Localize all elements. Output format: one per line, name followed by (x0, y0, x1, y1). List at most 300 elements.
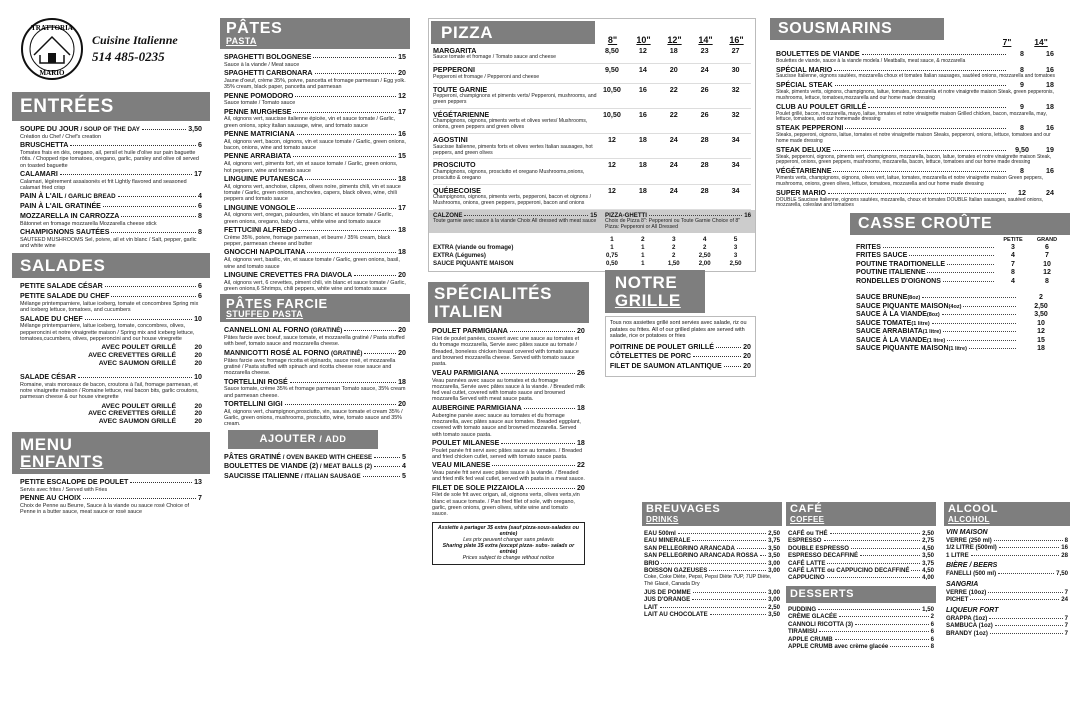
alcool-subtitle: ALCOHOL (948, 514, 990, 524)
item-description: Servis avec frites / Served with Fries (20, 486, 108, 493)
extras-row (433, 252, 751, 260)
list-item (610, 353, 751, 361)
item-name: PENNE MURGHESE (224, 107, 292, 116)
item-name: PETITE SALADE CÉSAR (20, 282, 103, 291)
extra-name: EXTRA (viande ou fromage) (433, 243, 514, 251)
pizza-price: 12 (607, 185, 616, 195)
list-item (644, 567, 780, 574)
list-item (20, 316, 202, 343)
pizza-price: 10,50 (602, 84, 621, 94)
item-name: APPLE CRUMB avec crème glacée (788, 643, 889, 650)
item-price-large: 6 (1045, 243, 1049, 251)
item-description: Tomates frais en dés, oregano, ail, persil et huile d'olive sur pain baguette rôtis. / Chopped ripe tomatoes, oregano, garlic, parsley and olive oil served on toasted baguette (20, 149, 199, 169)
extras-row (433, 260, 751, 268)
pizza-price: 34 (731, 185, 740, 195)
pizza-row (433, 84, 751, 109)
pizza-name: PROSCIUTO (433, 160, 476, 170)
list-item (856, 261, 1064, 270)
list-item (644, 530, 780, 537)
list-item (788, 636, 934, 643)
item-price: 24 (1061, 596, 1068, 604)
list-item (776, 67, 1064, 81)
addon-row (20, 352, 202, 360)
item-price-small: 8 (1020, 65, 1024, 74)
pizza-price: 28 (700, 160, 709, 170)
item-name: PICHET (946, 596, 969, 604)
addon-label: AVEC CREVETTES GRILLÉ (88, 410, 176, 418)
item-name: PAIN À L'AIL (20, 192, 63, 201)
item-price: 13 (194, 477, 202, 486)
item-name: PENNE ARRABIATA (224, 152, 292, 161)
list-item (788, 613, 934, 620)
list-item (20, 293, 202, 313)
casse-header (850, 213, 1070, 235)
list-item (856, 278, 1064, 287)
item-description: Sauce à la viande / Meat sauce (224, 61, 300, 68)
item-price-small: 4 (1011, 277, 1015, 285)
item-price: 5 (402, 452, 406, 461)
pizza-price: 16 (638, 84, 647, 94)
pizza-row (433, 109, 751, 134)
item-description: Choix de Penne au Beurre, Sauce à la viande ou sauce rosé Choice of Penne in a butter sauce, meat sauce or rosé sauce (20, 502, 190, 516)
item-name: CAFÉ ou THÉ (788, 529, 828, 537)
item-name: STEAK DELUXE (776, 145, 831, 154)
pates-list (220, 54, 410, 292)
enfants-list (12, 479, 210, 516)
list-item (788, 628, 934, 635)
list-item (432, 485, 585, 518)
item-price: 16 (1061, 544, 1068, 552)
extra-price: 2,50 (729, 259, 742, 267)
pizza-price: 18 (638, 160, 647, 170)
list-item (946, 537, 1068, 544)
list-item (224, 473, 406, 481)
list-item (20, 142, 202, 169)
item-price: 3,50 (768, 544, 780, 552)
sousmarins-header (770, 18, 944, 40)
enfants-title-2: ENFANTS (20, 451, 104, 471)
grille-list (610, 344, 751, 371)
item-name: POULET MILANESE (432, 438, 500, 447)
item-description: Sauce tomate / Tomato sauce (224, 100, 296, 107)
item-description: DOUBLE Saucisse Italienne, oignons sautées, mozzarella, choux et tomates DOUBLE Italian sausages, sautéed onions, mozzarella, coleslaw and tomatoes (776, 196, 1044, 209)
item-price: 4,00 (922, 574, 934, 582)
item-name: SAUCE TOMATE (856, 319, 912, 327)
item-name: POULET PARMIGIANA (432, 327, 508, 336)
pizza-price: 24 (669, 135, 678, 145)
list-item (20, 213, 202, 227)
pizza-ghetti-item: PIZZA-GHETTI 16 Choix de Pizza 8": Pepperoni ou Toute Garnie Choice of 8" Pizza: Pepperoni or All Dressed (605, 212, 751, 231)
item-description: Ail, oignons vert, bacon, oignons, vin et sauce tomate / Garlic, green onions, bacon, onions, wine and tomato sauce (224, 138, 406, 152)
item-name: EAU 500ml (644, 529, 676, 537)
item-price: 20 (576, 483, 585, 492)
item-price: 6 (198, 141, 202, 150)
pizza-price: 16 (638, 109, 647, 119)
item-description: Ail, oignons vert, saucisse italienne épicée, vin et sauce tomate / Garlic, green onions, spicy italian sausage, wine, and tomato sauce (224, 116, 396, 129)
item-price: 4,50 (922, 567, 934, 575)
pizza-size-headers (597, 35, 752, 45)
item-description: Crème 35%, poivre, fromage parmesan, et beurre / 35% cream, black pepper, parmesan cheese and butter (224, 234, 391, 248)
item-name: FRITES SAUCE (856, 252, 908, 260)
entrees-list (12, 126, 210, 249)
addon-price: 20 (194, 410, 202, 418)
list-item (610, 344, 751, 352)
item-name: SAUCE À LA VIANDE (856, 336, 927, 344)
list-item (432, 328, 585, 367)
item-name: CAFÉ LATTE (788, 559, 826, 567)
enfants-title-1: MENU (20, 434, 73, 454)
pizza-description: Champignons, oignons, piments verts, pepperoni, bacon et oignons / Mushrooms, onions, green peppers, pepperoni, bacon and onions (433, 194, 592, 207)
list-item (644, 589, 780, 596)
pizza-name: TOUTE GARNIE (433, 84, 488, 94)
alcool-list (944, 529, 1070, 637)
item-name: POITRINE DE POULET GRILLÉ (609, 342, 714, 351)
item-name: SPÉCIAL MARIO (776, 65, 833, 74)
size-header: 12" (667, 34, 682, 45)
cafe-subtitle: COFFEE (790, 514, 825, 524)
alcohol-group-title: SANGRIA (946, 580, 979, 588)
enfants-header (12, 432, 210, 474)
item-size: (1 litre) (922, 329, 942, 336)
item-description: Ail, oignons vert, oregan, palourdes, vin blanc et sauce tomate / Garlic, green onions, oregano, baby clams, white wine and tomato sauce (224, 212, 393, 225)
list-item (224, 109, 406, 129)
item-name: BOISSON GAZEUSES (644, 567, 708, 575)
item-name: FILET DE SAUMON ATLANTIQUE (609, 362, 722, 371)
list-item (946, 544, 1068, 551)
item-price: 18 (398, 248, 406, 257)
pates-title: PÂTES (226, 20, 283, 37)
sousmarins-list (770, 51, 1070, 209)
list-item (224, 54, 406, 68)
extra-price: 1,50 (667, 259, 680, 267)
pizza-price: 18 (638, 135, 647, 145)
item-name: CHAMPIGNONS SAUTÉES (20, 228, 110, 236)
list-item (776, 125, 1064, 144)
list-item (224, 70, 406, 90)
extra-name: SAUCE PIQUANTE MAISON (433, 259, 514, 267)
item-name: LINGUINE VONGOLE (224, 203, 296, 212)
item-price: 2,50 (1034, 302, 1048, 310)
size-header: 8" (607, 34, 618, 45)
specialites-section (428, 282, 589, 565)
item-price: 6 (930, 635, 934, 643)
item-price: 4 (402, 462, 406, 471)
pizza-price: 22 (669, 109, 678, 119)
item-name: FILET DE SOLE PIZZAIOLA (432, 483, 525, 492)
item-price: 3,50 (768, 611, 780, 619)
extra-price: 2 (672, 243, 676, 251)
pizza-grid (429, 45, 755, 210)
item-tag: (GRATINÉ) (329, 349, 363, 357)
pizza-name: QUÉBECOISE (433, 185, 481, 195)
item-description: Filet de poulet panées, couvert avec une sauce au tomates et du fromage mozzarella, Servie avec pâtes sauce au tomate / Breaded, boneless chicken breast covered with tomato sauce and browned mozzarella cheese. Served with tomato sauce pasta. (432, 336, 580, 368)
item-name: SPÉCIAL STEAK (776, 81, 833, 90)
item-price: 3,50 (768, 552, 780, 560)
item-price-large: 7 (1045, 252, 1049, 260)
addon-row (20, 410, 202, 418)
item-description: Pâtes farcie avec fromage ricotta et épinards, sauce rosé, et mozzarella gratiné / Pasta stuffed with spinach and ricotta cheese rose sauce and mozzarella cheese. (224, 357, 396, 377)
item-name: TORTELLINI GIGI (224, 399, 283, 408)
column-2 (220, 18, 410, 702)
size-header: 7" (1002, 37, 1012, 47)
list-item (856, 294, 1064, 303)
item-size: (8oz) (926, 312, 940, 319)
item-price: 17 (398, 107, 406, 116)
specialites-list (428, 328, 589, 517)
list-item (224, 131, 406, 151)
farcie-header (220, 294, 410, 322)
trattoria-logo (20, 17, 84, 81)
item-price: 18 (398, 377, 406, 386)
farcie-subtitle: STUFFED PASTA (226, 309, 304, 320)
extra-price: 2,00 (698, 259, 711, 267)
pizza-price: 28 (700, 185, 709, 195)
list-item (856, 252, 1064, 261)
cafe-section (786, 502, 936, 650)
pizza-description: Saucisse Italienne, piments forts et olives vertes Italian sausages, hot peppers, and green olives (433, 143, 593, 156)
item-price: 3,50 (922, 552, 934, 560)
item-name: CAPPUCINO (788, 574, 825, 582)
pizza-price: 24 (669, 160, 678, 170)
item-name: PETITE SALADE DU CHEF (20, 292, 110, 301)
addon-label: AVEC POULET GRILLÉ (101, 344, 176, 352)
item-name: AUBERGINE PARMIGIANA (432, 403, 522, 412)
alcohol-group-title: LIQUEUR FORT (946, 606, 999, 614)
item-price: 4 (198, 192, 202, 201)
item-price: 20 (743, 352, 751, 361)
grille-header (605, 270, 705, 314)
pizza-price: 18 (638, 185, 647, 195)
item-price: 17 (194, 169, 202, 178)
pizza-price: 24 (700, 65, 709, 75)
item-price: 18 (398, 226, 406, 235)
item-name: 1 LITRE (946, 551, 969, 559)
item-name: POUTINE TRADITIONELLE (856, 260, 946, 268)
pizza-price: 14 (638, 65, 647, 75)
list-item (776, 147, 1064, 166)
item-price: 7 (1064, 622, 1068, 630)
item-price: 3,00 (768, 559, 780, 567)
pizza-description: Champignons, oignons, piments verts et olives vertes/ Mushrooms, onions, green peppers and green olives (433, 118, 588, 131)
extra-name: EXTRA (Légumes) (433, 251, 486, 259)
item-name: SAN PELLEGRINO ARANCADA ROSSA (644, 552, 758, 560)
item-description: Calamari, légèrement assaisonés et frit Lightly flavored and seasoned calamari fried crisp (20, 178, 187, 191)
extra-price: 2 (702, 243, 707, 251)
item-name: SALADE CÉSAR (20, 372, 76, 381)
sauces-list (850, 294, 1070, 354)
logo-top-text: TRATTORIA (31, 24, 73, 32)
list-item (788, 621, 934, 628)
list-item (20, 479, 202, 493)
item-name: CRÈME GLACÉE (788, 613, 838, 621)
extra-price: 2,50 (698, 251, 711, 259)
item-price: 20 (398, 326, 406, 335)
item-name: SUPER MARIO (776, 188, 827, 197)
item-price-small: 12 (1018, 188, 1026, 197)
sharing-note: Assiette à partager 3$ extra (sauf pizza-sous-salades ou entrée) Les prix peuvent changer sans préavis Sharing plate 3$ extra (except pizza- subs- salads or entrée) Prices subject to change without notice (432, 522, 585, 565)
item-description: Veau pannées avec sauce au tomates et du fromage mozzarella, Servie avec pâtes sauce à la viande. / Breaded milk fed veal cutlet, covered with tomato sauce and browned mozzarella Served with meat sauce pasta. (432, 377, 585, 403)
pizza-row (433, 159, 751, 184)
item-description: Ail, oignons vert, basilic, vin, et sauce tomate / Garlic, green onions, basil, wine and tomato sauce (224, 257, 400, 270)
item-price: 18 (576, 438, 585, 447)
item-name: PUDDING (788, 605, 817, 613)
item-description: Steak, pepperoni, oignons, piments vert, champignons, mozzarella, bacon, laitue, tomates et notre vinaigrette maison Steak, pepperoni, onions, green peppers, mushrooms, mozzarella, bacon, lettuce, tomatoes and our home made dressing (776, 153, 1052, 166)
item-description: Steaks, pepperoni, oignons, laitue, tomates et notre vinaigrette maison Steaks, pepperoni, onions, lettuce, tomatoes and our home made dressing (776, 132, 1051, 144)
list-item (224, 249, 406, 269)
size-header: 16" (729, 34, 744, 45)
item-price: 8 (930, 643, 934, 650)
list-item (432, 405, 585, 438)
item-size: (1 litre) (948, 346, 967, 353)
list-item (20, 171, 202, 191)
item-name: BRUSCHETTA (20, 141, 69, 150)
casse-list (850, 244, 1070, 287)
item-price: 20 (398, 399, 406, 408)
item-name: VERRE (10oz) (946, 588, 987, 596)
item-tag: (GRATINÉ) (309, 327, 343, 335)
cafe-header (786, 502, 936, 526)
pizza-name: VÉGÉTARIENNE (433, 109, 490, 119)
item-description: Steak, piments verts, oignons, champignons, laitue, tomates, mozzarella et notre vinaigrette maison Steak, green pepperonis, mushrooms, lettuce, tomatoes,mozzarella and our home made dressing (776, 89, 1054, 101)
item-price: 2,50 (922, 529, 934, 537)
item-price: 3,75 (922, 559, 934, 567)
item-price-large: 8 (1045, 277, 1049, 285)
alcohol-group-title: VIN MAISON (946, 528, 988, 536)
column-1 (12, 12, 210, 702)
item-price: 12 (398, 91, 406, 100)
item-name: MOZZARELLA IN CARROZZA (20, 211, 120, 220)
item-name: APPLE CRUMB (788, 635, 833, 643)
item-size: (1 litre) (926, 337, 946, 344)
item-price-large: 18 (1046, 81, 1054, 90)
item-price-large: 16 (1046, 65, 1054, 74)
desserts-title: DESSERTS (790, 587, 855, 600)
item-price: 18 (576, 403, 585, 412)
item-name: CLUB AU POULET GRILLÉ (776, 102, 867, 111)
pizza-row (433, 45, 751, 64)
list-item (644, 560, 780, 567)
pizza-combos (429, 210, 755, 233)
list-item (224, 401, 406, 428)
addon-price: 20 (194, 352, 202, 360)
item-size: (1 litre) (911, 320, 930, 327)
item-name: VÉGÉTARIENNE (776, 167, 832, 176)
pizza-price: 10,50 (602, 109, 621, 119)
list-item (644, 545, 780, 552)
extra-price: 0,75 (606, 251, 618, 259)
pizza-price: 26 (700, 109, 709, 119)
size-header: 14" (698, 34, 713, 45)
grille-box (605, 316, 756, 377)
list-item (432, 440, 585, 460)
item-name: FRITES (856, 243, 881, 251)
pizza-description: Champignons, oignons, prosciutto et oregano Mushrooms,onions, prosciutto & oregano (433, 168, 585, 181)
pizza-price: 22 (669, 84, 678, 94)
item-price: 3,00 (768, 567, 780, 575)
item-name: POUTINE ITALIENNE (856, 269, 926, 277)
list-item (856, 244, 1064, 253)
item-price: 18 (398, 174, 406, 183)
item-name: VERRE (250 ml) (946, 537, 992, 545)
pizza-name: AGOSTINI (433, 135, 468, 145)
list-item (856, 303, 1064, 312)
item-name-en: / GARLIC BREAD (62, 193, 116, 201)
item-name: PÂTES GRATINÉ (224, 452, 282, 461)
list-item (946, 589, 1068, 596)
item-description: Ail, oignons vert, piments fort, vin et sauce tomate / Garlic, green onions, hot peppers, wine and tomato sauce (224, 161, 398, 174)
specialites-header (428, 282, 589, 324)
item-description: Poulet panée frit servi avec pâtes sauce au tomates. / Breaded and fried chicken cutlet, served with tomato sauce pasta. (432, 447, 583, 460)
item-name: GRAPPA (1oz) (946, 614, 988, 622)
extra-price: 1 (641, 251, 645, 259)
item-name: SOUPE DU JOUR (20, 125, 79, 133)
item-price-small: 8 (1011, 269, 1015, 277)
extra-price: 3 (733, 251, 738, 259)
item-price: 18 (1037, 345, 1045, 353)
item-price-small: 9,50 (1015, 145, 1029, 154)
item-description: Aubergine panée avec sauce au tomates et du fromage mozzarella, avec pâtes sauce aux tomates. Breaded eggplant, covered with tomato sauce and browned mozzarella. Served with tomato sauce pasta. (432, 412, 581, 438)
list-item (856, 269, 1064, 278)
item-price-small: 8 (1020, 167, 1024, 176)
item-name: ESPRESSO DECAFFINÉ (788, 552, 859, 560)
addon-price: 20 (194, 344, 202, 352)
item-name: EAU MINERALE (644, 537, 691, 545)
item-description: Romaine, vrais morceaux de bacon, croutons à l'ail, fromage parmesan, et notre vinaigrette maison / Romaine lettuce, real bacon bits, garlic croutons, parmesan cheese & our house vinegrette (20, 381, 199, 401)
item-name: PENNE MATRICIANA (224, 130, 295, 139)
item-description: Bâtonnet en fromage mozzarella Mozzarella cheese stick (20, 220, 157, 227)
item-name: CÔTELETTES DE PORC (609, 352, 692, 361)
item-price-large: 24 (1046, 188, 1054, 197)
list-item (224, 176, 406, 203)
ajouter-list (220, 454, 410, 481)
pizza-price: 12 (638, 46, 647, 55)
pizza-price: 26 (700, 84, 709, 94)
item-price: 7 (1064, 614, 1068, 622)
item-name: TORTELLINI ROSÉ (224, 377, 288, 386)
addon-label: AVEC SAUMON GRILLÉ (98, 360, 176, 367)
pizza-price: 12 (607, 160, 616, 170)
item-price: 2 (930, 613, 934, 621)
item-description: Ail, oignons vert, 6 crevettes, piment chili, vin blanc et sauce tomate / Garlic, green onions,6 Shrimps, chili peppers, white wine and tomato sauce (224, 279, 406, 293)
item-name: PENNE AU CHOIX (20, 494, 81, 503)
item-price: 8 (198, 228, 202, 236)
item-price: 1,50 (922, 605, 934, 613)
item-price-small: 9 (1020, 81, 1024, 90)
item-price-small: 7 (1011, 260, 1015, 268)
item-name: SALADE DU CHEF (20, 314, 83, 323)
item-price: 3,50 (188, 125, 202, 133)
item-description: Pâtes farcie avec boeuf, sauce tomate, et mozzarella gratiné / Pasta stuffed with beef, tomato sauce and mozzarella cheese. (224, 335, 405, 348)
cafe-title: CAFÉ (790, 503, 823, 515)
item-name: GNOCCHI NAPOLITANA (224, 248, 306, 257)
item-name: PENNE POMODORO (224, 91, 294, 100)
addon-price: 20 (194, 360, 202, 367)
pizza-price: 18 (669, 46, 678, 55)
item-name: CALAMARI (20, 169, 58, 178)
desserts-header (786, 586, 936, 603)
entrees-title: ENTRÉES (20, 96, 114, 117)
pizza-price: 28 (700, 135, 709, 145)
extra-price: 1 (610, 243, 614, 251)
item-price: 20 (743, 342, 751, 351)
item-name: SPAGHETTI CARBONARA (224, 69, 313, 78)
pizza-header (431, 21, 595, 44)
casse-title: CASSE CROÛTE (858, 215, 993, 233)
pizza-description: Pepperoni et fromage / Pepperoni and cheese (433, 73, 540, 80)
item-price-small: 8 (1020, 124, 1024, 133)
item-price-large: 12 (1043, 269, 1051, 277)
list-item (20, 495, 202, 515)
